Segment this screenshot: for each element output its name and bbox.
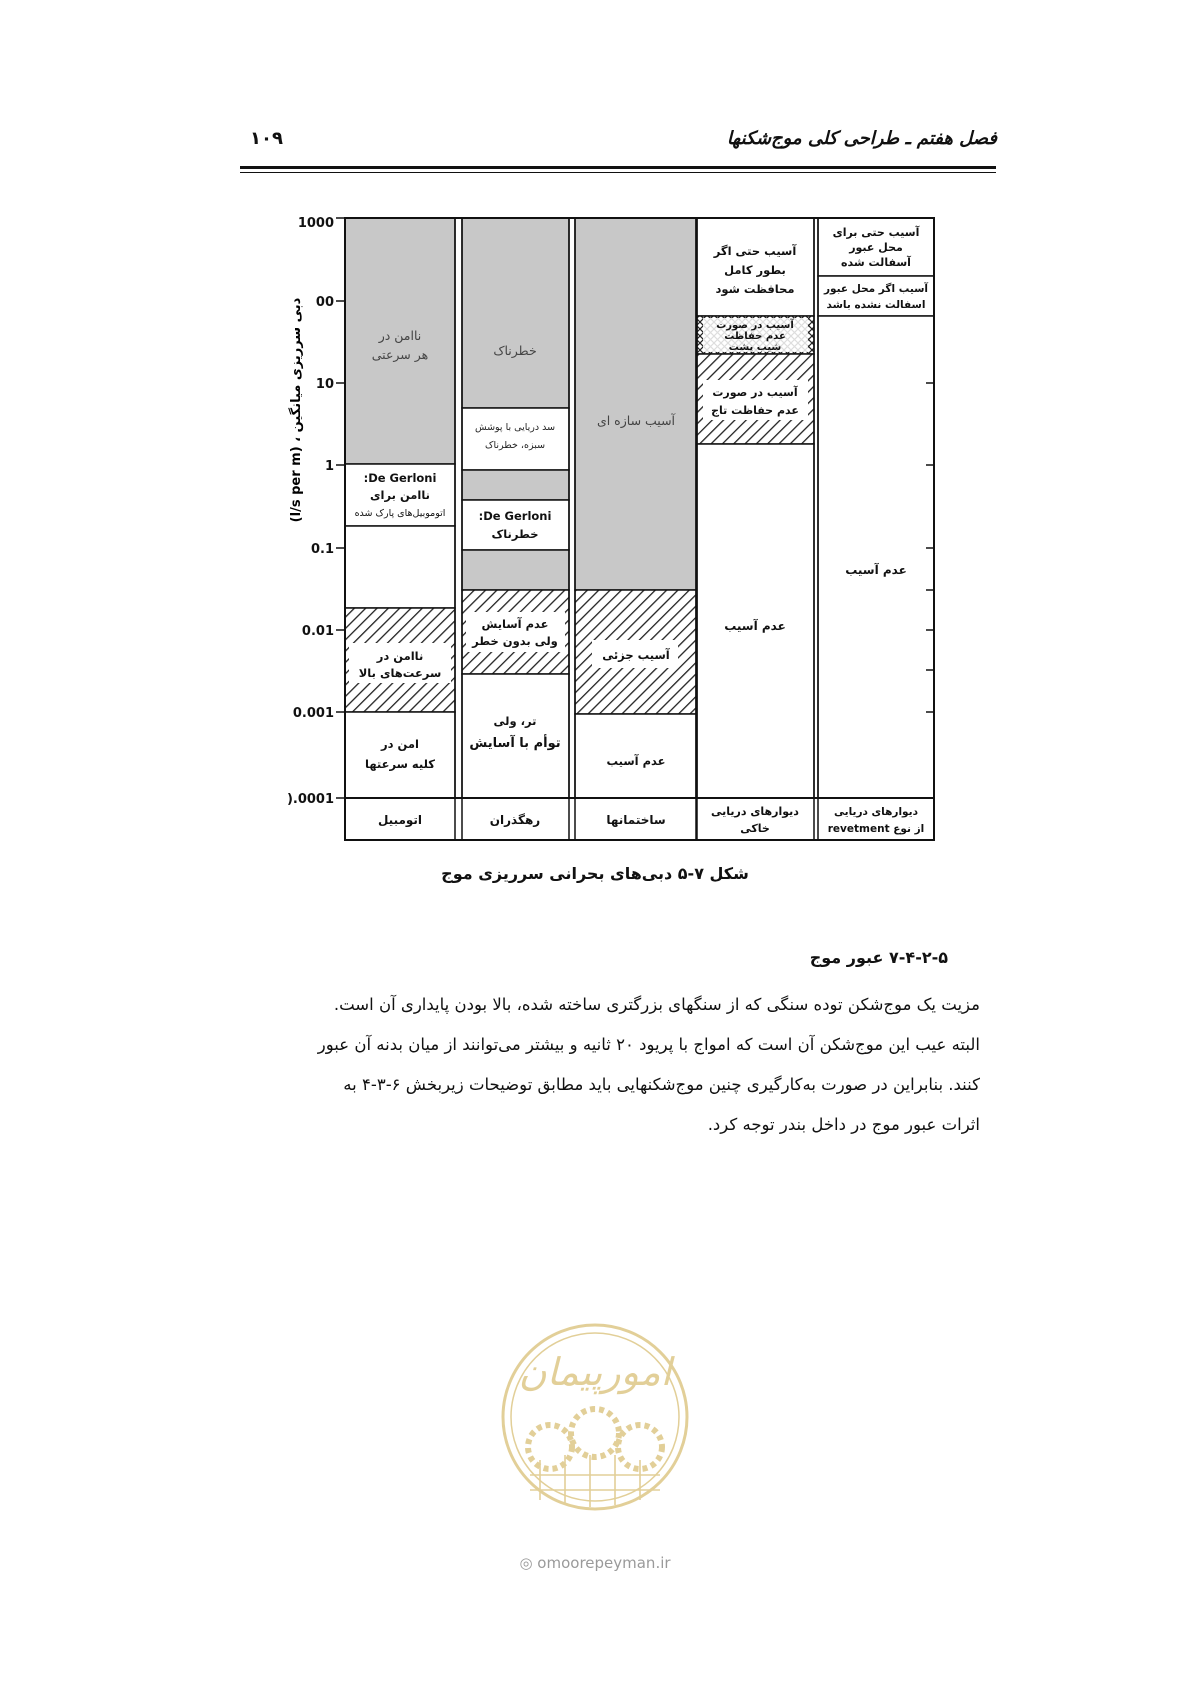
car-cell-0-line-1: هر سرعتی (371, 347, 429, 362)
car-cell-2-line-0: ناامن در (376, 649, 424, 663)
dyke-cell-2-line-1: عدم حفاظت تاج (711, 404, 799, 417)
ped-cell-4-line-0: تر، ولی (493, 714, 537, 728)
car-cell-1-line-2: اتوموبیل‌های پارک شده (354, 508, 446, 519)
bld-cell-2-line-0: عدم آسیب (606, 754, 666, 768)
dyke-cell-0-line-0: آسیب حتی اگر (713, 244, 797, 258)
car-cell-2-line-1: سرعت‌های بالا (358, 666, 442, 680)
tick-label-1: 1 (324, 459, 334, 474)
paragraph-line: کنند. بنابراین در صورت به‌کارگیری چنین موج‌شکنهایی باید مطابق توضیحات زیربخش ۶-۳-۴ به (343, 1075, 980, 1094)
dyke-cell-2-line-0: آسیب در صورت (712, 386, 798, 399)
body-paragraph (242, 985, 980, 1145)
paragraph-line: البته عیب این موج‌شکن آن است که امواج با پریود ۲۰ ثانیه و بیشتر می‌توانند از میان بدنه آن عبور (317, 1035, 980, 1054)
rev-cell-2-line-0: عدم آسیب (845, 563, 907, 577)
tick-label-0.001: 0.001 (292, 706, 334, 721)
ped-cell-1-line-1: سبزه، خطرناک (484, 440, 546, 451)
paragraph-line: مزیت یک موج‌شکن توده سنگی که از سنگهای بزرگتری ساخته شده، بالا بودن پایداری آن است. (333, 995, 980, 1014)
rev-cell-0-line-1: محل عبور (849, 241, 903, 254)
figure-caption: شکل ۷-۵ دبی‌های بحرانی سرریزی موج (441, 864, 749, 883)
gear-icon (571, 1409, 619, 1457)
dyke-cell-0-line-1: بطور کامل (724, 263, 786, 277)
car-cell-0-line-0: ناامن در (378, 328, 422, 343)
paragraph-line: اثرات عبور موج در داخل بندر توجه کرد. (707, 1115, 980, 1134)
logo-wordmark: امورپیمان (518, 1350, 672, 1394)
car-cell-3-line-0: امن در (381, 737, 419, 751)
dyke-cell-1-line-2: شیب پشت (728, 342, 782, 353)
tick-label-0.0001: ).0001 (286, 792, 334, 807)
footer-dykes-line-1: خاکی (740, 822, 770, 835)
rev-cell-0-line-0: آسیب حتی برای (832, 226, 920, 239)
car-cell-1-line-0: De Gerloni: (363, 471, 437, 485)
footer-revetment-line-1: از نوع revetment (827, 823, 925, 835)
section-heading: ۷-۴-۲-۵ عبور موج (809, 948, 948, 967)
car-cell-3-line-1: کلیه سرعتها (365, 757, 435, 771)
page-number: ۱۰۹ (250, 128, 283, 149)
ped-cell-3-line-1: ولی بدون خطر (472, 634, 558, 648)
bld-cell-1-line-0: آسیب جزئی (602, 648, 670, 662)
car-cell-1-line-1: ناامن برای (369, 488, 431, 502)
tick-label-1000: 1000 (297, 216, 334, 231)
rev-cell-1-line-1: اسفالت نشده باشد (826, 299, 926, 311)
y-axis-ticks (336, 218, 345, 798)
tick-label-10: 10 (315, 377, 334, 392)
omoorepeyman-logo (490, 1305, 700, 1545)
tick-label-100: 00 (315, 295, 334, 310)
rev-cell-0-line-2: آسفالت شده (841, 256, 911, 269)
ped-cell-0-line-0: خطرناک (493, 343, 537, 358)
chapter-title: فصل هفتم ـ طراحی کلی موج‌شکنها (726, 128, 997, 149)
ped-cell-2-line-0: De Gerloni: (478, 509, 552, 523)
ped-cell-1-line-0: سد دریایی با پوشش (474, 422, 556, 433)
dyke-cell-3-line-0: عدم آسیب (724, 619, 786, 633)
ped-cell-4-line-1: توأم با آسایش (469, 736, 561, 751)
bld-cell-0-line-0: آسیب سازه ای (596, 413, 676, 428)
footer-buildings: ساختمانها (606, 813, 666, 827)
footer-pedestrians: رهگذران (489, 813, 541, 827)
logo-url: ◎ omoorepeyman.ir (519, 1554, 671, 1572)
y-axis-label: دبی سرریزی میانگین ، (l/s per m) (289, 297, 304, 523)
ped-cell-3-line-0: عدم آسایش (481, 617, 549, 631)
dyke-cell-1-line-1: عدم حفاظت (724, 331, 786, 342)
footer-car: اتومبیل (377, 813, 423, 827)
rev-cell-1-line-0: آسیب اگر محل عبور (823, 283, 929, 295)
ped-cell-2-line-1: خطرناک (491, 527, 539, 541)
tick-label-0.01: 0.01 (301, 624, 334, 639)
dyke-cell-0-line-2: محافظت شود (715, 282, 795, 296)
footer-dykes-line-0: دیوارهای دریایی (711, 805, 799, 818)
footer-revetment-line-0: دیوارهای دریایی (834, 806, 918, 818)
tick-label-0.1: 0.1 (310, 542, 334, 557)
dyke-cell-1-line-0: آسیب در صورت (716, 320, 794, 331)
